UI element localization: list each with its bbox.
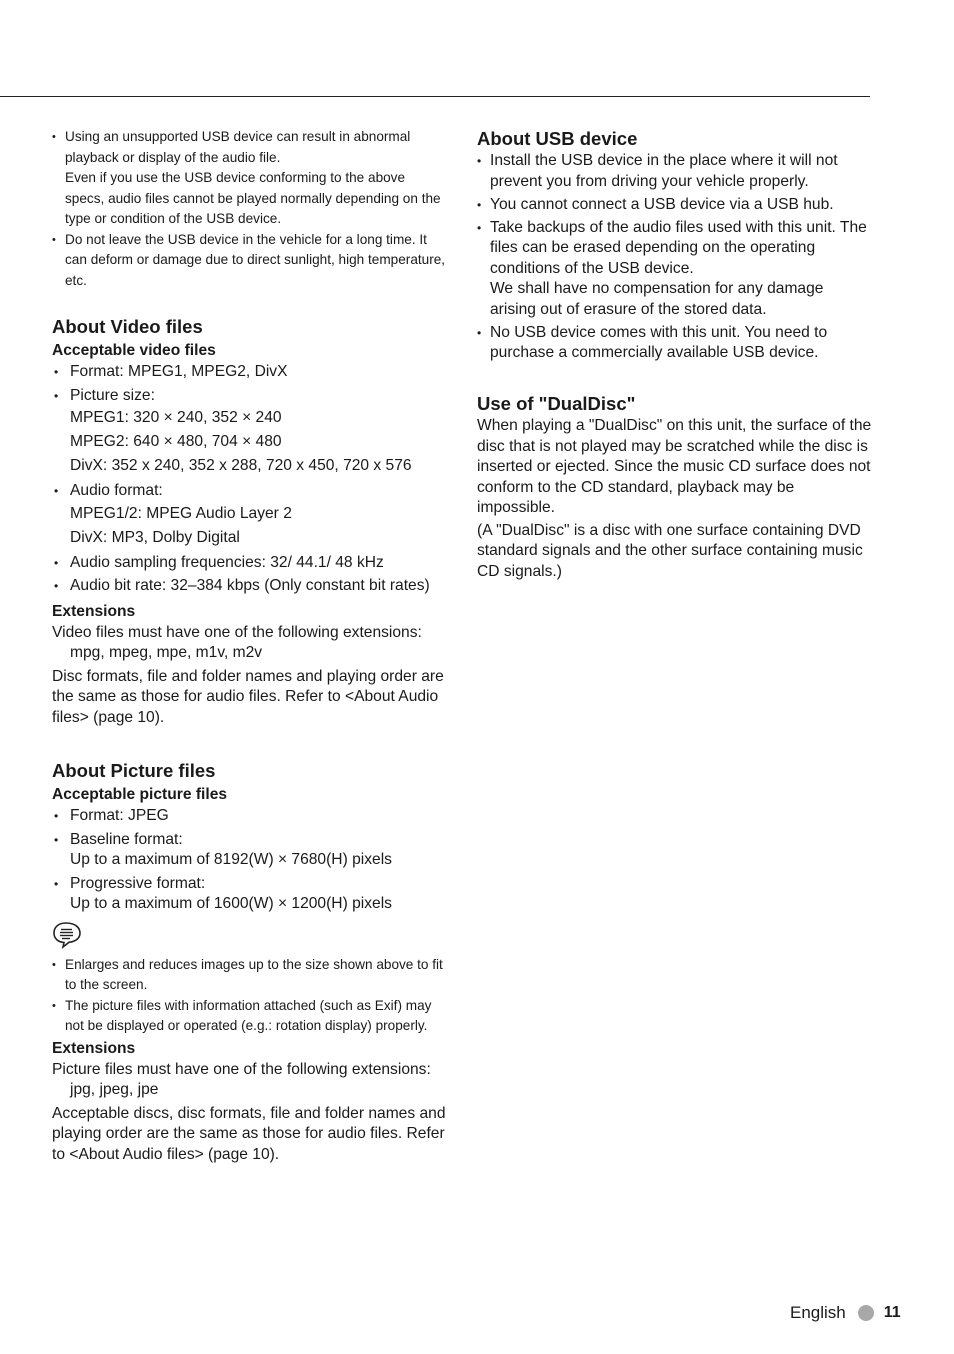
list-item: • Enlarges and reduces images up to the size shown above to fit to the screen. bbox=[52, 955, 447, 996]
section-title-dualdisc: Use of "DualDisc" bbox=[477, 393, 636, 414]
left-column bbox=[52, 127, 447, 1165]
section-title-picture: About Picture files bbox=[52, 760, 216, 781]
list-item: • Format: JPEG bbox=[52, 806, 447, 827]
footer-dot-icon bbox=[858, 1305, 874, 1321]
section-title-video: About Video files bbox=[52, 316, 203, 337]
usb-list bbox=[477, 151, 872, 364]
right-column bbox=[477, 127, 872, 582]
subtitle-acceptable-video: Acceptable video files bbox=[52, 342, 216, 359]
list-item: • Install the USB device in the place where it will not prevent you from driving your vehicle properly. bbox=[477, 151, 872, 192]
list-item: • Progressive format: Up to a maximum of 1600(W) × 1200(H) pixels bbox=[52, 874, 447, 915]
dualdisc-paragraph: When playing a "DualDisc" on this unit, the surface of the disc that is not played may be scratched while the disc is inserted or ejected. Since the music CD surface does not conform to the CD standard, playback may be impossible. bbox=[477, 417, 872, 516]
subtitle-extensions: Extensions bbox=[52, 1039, 136, 1057]
list-item: • Format: MPEG1, MPEG2, DivX bbox=[52, 362, 447, 383]
extensions-text: Video files must have one of the following extensions: bbox=[52, 623, 422, 641]
list-item: • Do not leave the USB device in the vehicle for a long time. It can deform or damage due to direct sunlight, high temperature, etc. bbox=[52, 230, 447, 292]
subtitle-extensions: Extensions bbox=[52, 602, 136, 620]
picture-spec-list bbox=[52, 806, 447, 915]
note-speech-bubble-icon bbox=[52, 921, 82, 949]
extensions-list: jpg, jpeg, jpe bbox=[70, 1081, 159, 1098]
page-number: 11 bbox=[883, 1304, 901, 1321]
list-item: • Using an unsupported USB device can result in abnormal playback or display of the audio file. Even if you use the USB device conforming to the above specs, audio files cannot be played normally depending on the type or condition of the USB device. bbox=[52, 127, 447, 230]
video-spec-list bbox=[52, 362, 447, 597]
extensions-note: Acceptable discs, disc formats, file and folder names and playing order are the same as those for audio files. Refer to <About Audio files> (page 10). bbox=[52, 1104, 446, 1163]
footer-language: English bbox=[790, 1303, 846, 1322]
extensions-text: Picture files must have one of the following extensions: bbox=[52, 1060, 431, 1078]
picture-notes-list bbox=[52, 955, 447, 1037]
list-item: • Baseline format: Up to a maximum of 8192(W) × 7680(H) pixels bbox=[52, 830, 447, 871]
dualdisc-paragraph: (A "DualDisc" is a disc with one surface containing DVD standard signals and the other surface containing music CD signals.) bbox=[477, 521, 863, 580]
list-item: • Audio format: MPEG1/2: MPEG Audio Layer 2 DivX: MP3, Dolby Digital bbox=[52, 481, 447, 550]
list-item: • You cannot connect a USB device via a USB hub. bbox=[477, 195, 872, 216]
list-item: • Audio sampling frequencies: 32/ 44.1/ 48 kHz bbox=[52, 553, 447, 574]
extensions-note: Disc formats, file and folder names and playing order are the same as those for audio files. Refer to <About Audio files> (page 10). bbox=[52, 667, 444, 726]
usb-notes-list bbox=[52, 127, 447, 291]
subtitle-acceptable-picture: Acceptable picture files bbox=[52, 786, 228, 803]
list-item: • Audio bit rate: 32–384 kbps (Only constant bit rates) bbox=[52, 576, 447, 597]
page-footer bbox=[790, 1301, 901, 1325]
header-rule bbox=[0, 96, 870, 97]
list-item: • The picture files with information attached (such as Exif) may not be displayed or operated (e.g.: rotation display) properly. bbox=[52, 996, 447, 1037]
list-item: • No USB device comes with this unit. You need to purchase a commercially available USB device. bbox=[477, 323, 872, 364]
list-item: • Take backups of the audio files used with this unit. The files can be erased depending on the operating conditions of the USB device. We shall have no compensation for any damage arising out of erasure of the stored data. bbox=[477, 218, 872, 321]
list-item: • Picture size: MPEG1: 320 × 240, 352 × 240 MPEG2: 640 × 480, 704 × 480 DivX: 352 x 240, 352 x 288, 720 x 450, 720 x 576 bbox=[52, 386, 447, 479]
section-title-usb: About USB device bbox=[477, 128, 638, 149]
extensions-list: mpg, mpeg, mpe, m1v, m2v bbox=[70, 644, 263, 661]
